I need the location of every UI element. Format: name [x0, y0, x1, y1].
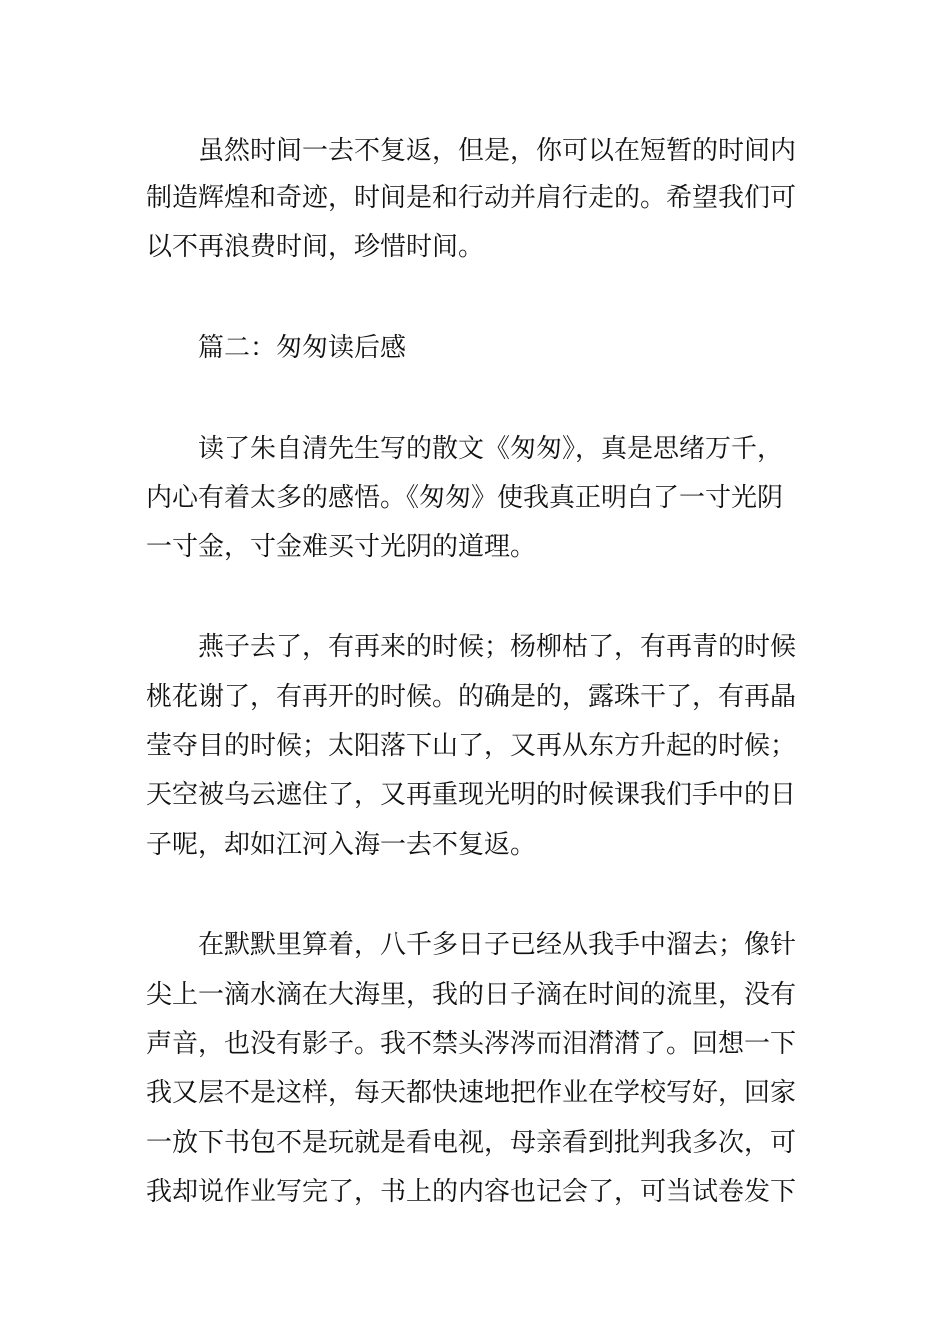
paragraph-4-line-1: 在默默里算着，八千多日子已经从我手中溜去；像针 — [198, 930, 797, 960]
paragraph-3-line-1: 燕子去了，有再来的时候；杨柳枯了，有再青的时候 — [198, 632, 797, 662]
paragraph-4-line-5: 一放下书包不是玩就是看电视，母亲看到批判我多次，可 — [146, 1128, 797, 1158]
paragraph-3-line-3: 莹夺目的时候；太阳落下山了，又再从东方升起的时候； — [146, 731, 797, 761]
paragraph-4-line-4: 我又层不是这样，每天都快速地把作业在学校写好，回家 — [146, 1078, 797, 1108]
paragraph-2-line-1: 读了朱自清先生写的散文《匆匆》，真是思绪万千， — [198, 434, 784, 464]
paragraph-2-line-2: 内心有着太多的感悟。《匆匆》使我真正明白了一寸光阴 — [146, 483, 784, 513]
paragraph-1-line-3: 以不再浪费时间，珍惜时间。 — [146, 232, 485, 262]
paragraph-3-line-4: 天空被乌云遮住了，又再重现光明的时候课我们手中的日 — [146, 780, 797, 810]
section-heading: 篇二：匆匆读后感 — [198, 333, 407, 363]
paragraph-3-line-2: 桃花谢了，有再开的时候。的确是的，露珠干了，有再晶 — [146, 682, 797, 712]
paragraph-2-line-3: 一寸金，寸金难买寸光阴的道理。 — [146, 532, 537, 562]
paragraph-4-line-3: 声音，也没有影子。我不禁头涔涔而泪潸潸了。回想一下 — [146, 1029, 797, 1059]
paragraph-1-line-1: 虽然时间一去不复返，但是，你可以在短暂的时间内 — [198, 136, 797, 166]
paragraph-1-line-2: 制造辉煌和奇迹，时间是和行动并肩行走的。希望我们可 — [146, 183, 797, 213]
paragraph-4-line-2: 尖上一滴水滴在大海里，我的日子滴在时间的流里，没有 — [146, 980, 797, 1010]
paragraph-4-line-6: 我却说作业写完了，书上的内容也记会了，可当试卷发下 — [146, 1177, 797, 1207]
paragraph-3-line-5: 子呢，却如江河入海一去不复返。 — [146, 830, 537, 860]
